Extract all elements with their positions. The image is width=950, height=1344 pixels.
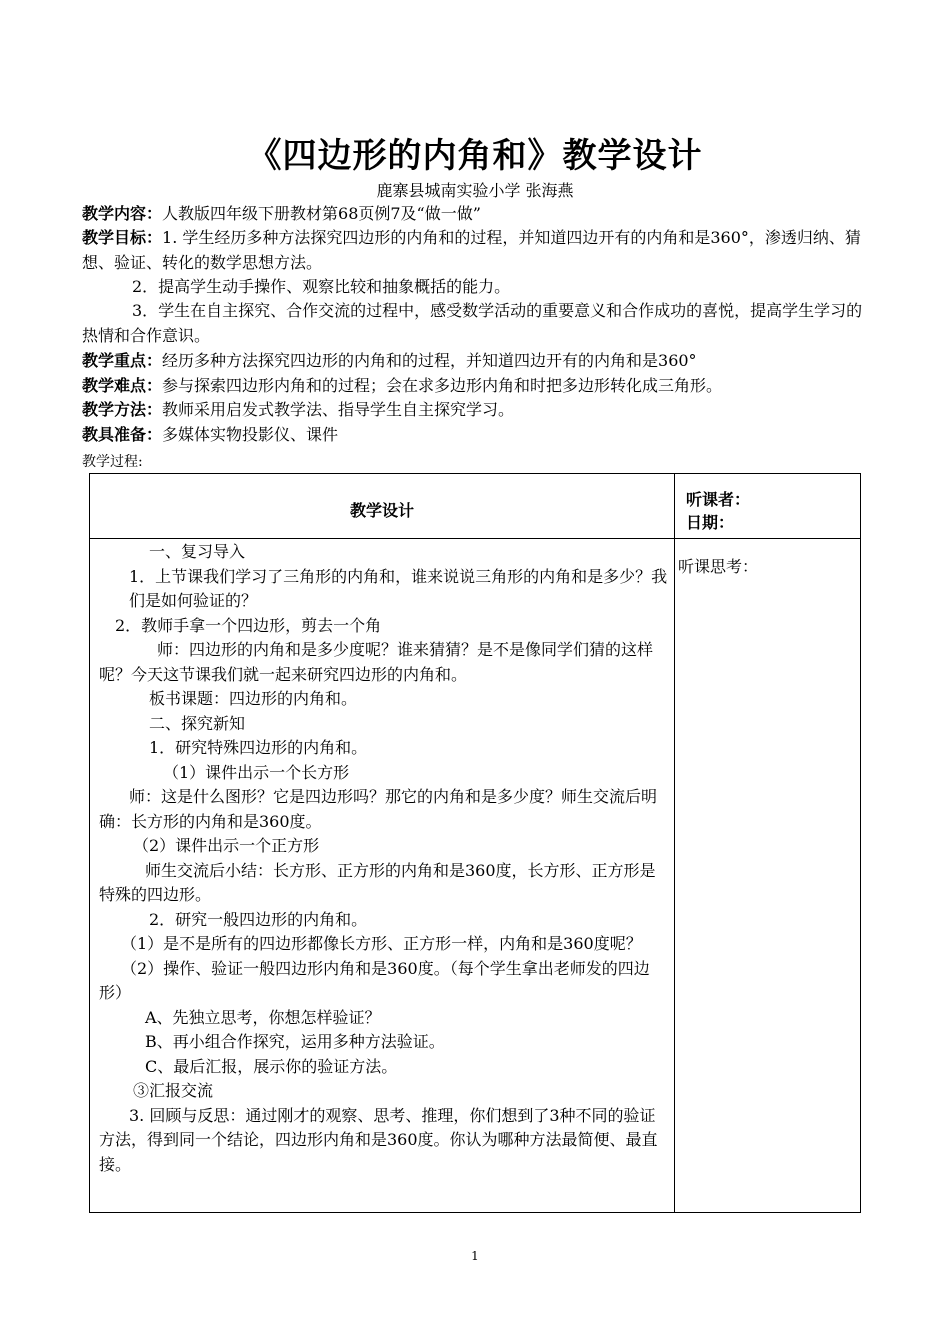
reflection-label: 听课思考： — [678, 557, 759, 576]
process-label: 教学过程: — [82, 454, 143, 470]
difficulty-text: 参与探索四边形内角和的过程；会在求多边形内角和时把多边形转化成三角形。 — [162, 376, 723, 395]
teacher-question: 师：四边形的内角和是多少度呢？谁来猜猜？是不是像同学们猜的这样呢？今天这节课我们就一起来研究四边形的内角和。 — [99, 640, 654, 684]
review-item-2: 2．教师手拿一个四边形，剪去一个角 — [115, 615, 382, 635]
explore-item-2: 2．研究一般四边形的内角和。 — [149, 909, 368, 929]
teaching-content — [82, 202, 872, 227]
listener-header — [686, 488, 750, 534]
explore-item-1: 1．研究特殊四边形的内角和。 — [149, 738, 368, 757]
general-verify: （2）操作、验证一般四边形内角和是360度。（每个学生拿出老师发的四边形） — [99, 958, 650, 1002]
goals-label: 教学目标： — [82, 228, 163, 247]
date-label: 日期： — [686, 513, 735, 532]
page-number: 1 — [471, 1249, 479, 1263]
teaching-key — [82, 349, 872, 374]
design-header: 教学设计 — [349, 501, 414, 520]
rectangle-step: （1）课件出示一个长方形 — [163, 762, 350, 782]
step-a: A、先独立思考，你想怎样验证？ — [145, 1007, 381, 1027]
teaching-difficulty — [82, 374, 872, 399]
tools-text: 多媒体实物投影仪、课件 — [162, 425, 339, 444]
header-divider — [90, 538, 860, 539]
reflection-summary: 3. 回顾与反思：通过刚才的观察、思考、推理，你们想到了3种不同的验证方法，得到同一个结论，四边形内角和是360度。你认为哪种方法最简便、最直接。 — [99, 1105, 658, 1174]
square-summary: 师生交流后小结：长方形、正方形的内角和是360度，长方形、正方形是特殊的四边形。 — [99, 860, 656, 904]
rectangle-discussion: 师：这是什么图形？它是四边形吗？那它的内角和是多少度？师生交流后明确：长方形的内角和是360度。 — [99, 787, 658, 831]
method-label: 教学方法： — [82, 400, 163, 419]
board-title: 板书课题：四边形的内角和。 — [149, 689, 358, 708]
method-text: 教师采用启发式教学法、指导学生自主探究学习。 — [162, 400, 515, 419]
section-explore: 二、探究新知 — [149, 713, 246, 733]
column-divider — [674, 474, 675, 1212]
teaching-goals — [82, 226, 872, 275]
author-line: 鹿寨县城南实验小学 张海燕 — [376, 181, 574, 200]
review-item-1: 1．上节课我们学习了三角形的内角和，谁来说说三角形的内角和是多少？我们是如何验证的？ — [129, 566, 668, 610]
goal-1: 1. 学生经历多种方法探究四边形的内角和的过程，并知道四边开有的内角和是360°，渗透归纳、猜想、验证、转化的数学思想方法。 — [82, 228, 861, 272]
general-question: （1）是不是所有的四边形都像长方形、正方形一样，内角和是360度呢？ — [121, 934, 642, 953]
listener-label: 听课者： — [686, 490, 751, 509]
difficulty-label: 教学难点： — [82, 376, 163, 395]
lesson-process-text — [99, 540, 669, 1177]
teaching-method — [82, 398, 872, 423]
goal-3: 3．学生在自主探究、合作交流的过程中，感受数学活动的重要意义和合作成功的喜悦，提高学生学习的热情和合作意识。 — [82, 301, 863, 345]
document-title: 《四边形的内角和》教学设计 — [247, 136, 703, 176]
content-label: 教学内容： — [82, 204, 163, 223]
lesson-table — [89, 473, 861, 1213]
content-text: 人教版四年级下册教材第68页例7及“做一做” — [162, 204, 481, 223]
step-b: B、再小组合作探究，运用多种方法验证。 — [145, 1032, 445, 1051]
tools-label: 教具准备： — [82, 425, 163, 444]
key-label: 教学重点： — [82, 351, 163, 370]
report-exchange: ③汇报交流 — [133, 1081, 214, 1100]
section-review: 一、复习导入 — [149, 542, 246, 561]
square-step: （2）课件出示一个正方形 — [133, 836, 320, 855]
step-c: C、最后汇报，展示你的验证方法。 — [145, 1056, 398, 1076]
teaching-tools — [82, 423, 872, 448]
key-text: 经历多种方法探究四边形的内角和的过程，并知道四边开有的内角和是360° — [162, 351, 697, 370]
goal-2: 2．提高学生动手操作、观察比较和抽象概括的能力。 — [132, 277, 511, 296]
